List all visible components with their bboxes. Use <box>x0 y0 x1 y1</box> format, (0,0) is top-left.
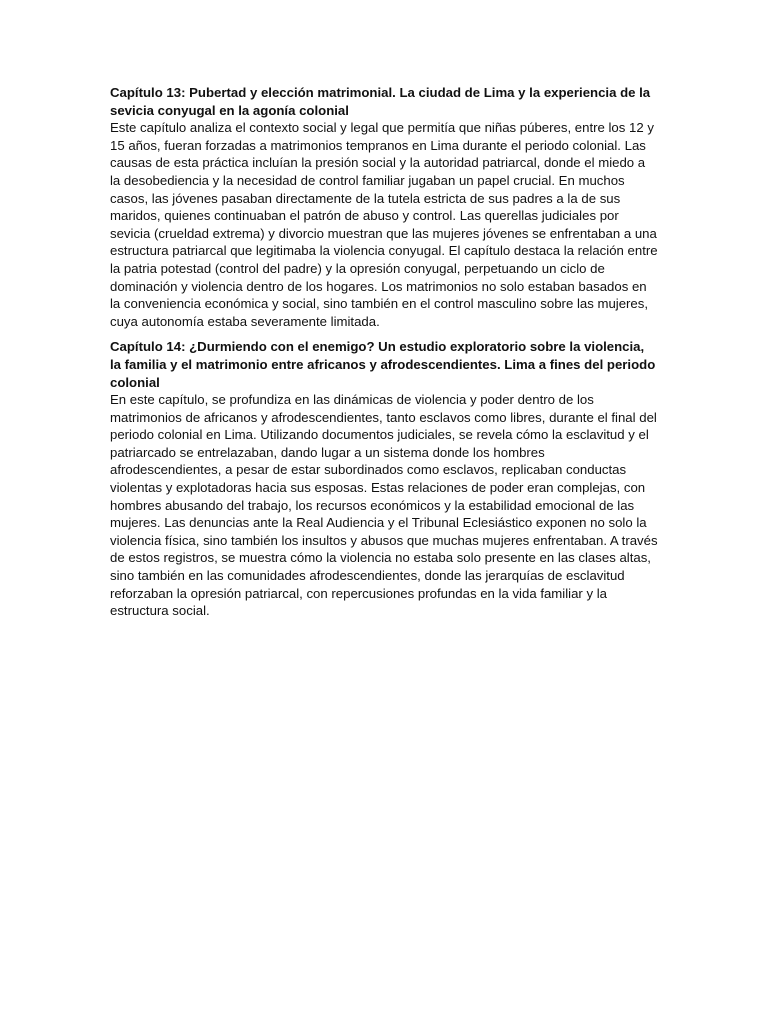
chapter-13-section <box>110 84 658 330</box>
chapter-14-section <box>110 338 658 620</box>
chapter-14-body: En este capítulo, se profundiza en las dinámicas de violencia y poder dentro de los matrimonios de africanos y afrodescendientes, tanto esclavos como libres, durante el final del periodo colonial en Lima. Utilizando documentos judiciales, se revela cómo la esclavitud y el patriarcado se entrelazaban, dando lugar a un sistema donde los hombres afrodescendientes, a pesar de estar subordinados como esclavos, replicaban conductas violentas y explotadoras hacia sus esposas. Estas relaciones de poder eran complejas, con hombres abusando del trabajo, los recursos económicos y la estabilidad emocional de las mujeres. Las denuncias ante la Real Audiencia y el Tribunal Eclesiástico exponen no solo la violencia física, sino también los insultos y abusos que muchas mujeres enfrentaban. A través de estos registros, se muestra cómo la violencia no estaba solo presente en las clases altas, sino también en las comunidades afrodescendientes, donde las jerarquías de esclavitud reforzaban la opresión patriarcal, con repercusiones profundas en la vida familiar y la estructura social. <box>110 392 658 619</box>
chapter-14-title: Capítulo 14: ¿Durmiendo con el enemigo? Un estudio exploratorio sobre la violencia, la familia y el matrimonio entre africanos y afrodescendientes. Lima a fines del periodo colonial <box>110 339 656 390</box>
chapter-13-body: Este capítulo analiza el contexto social y legal que permitía que niñas púberes, entre los 12 y 15 años, fueran forzadas a matrimonios tempranos en Lima durante el periodo colonial. Las causas de esta práctica incluían la presión social y la autoridad patriarcal, donde el miedo a la desobediencia y la necesidad de control familiar jugaban un papel crucial. En muchos casos, las jóvenes pasaban directamente de la tutela estricta de sus padres a la de sus maridos, quienes continuaban el patrón de abuso y control. Las querellas judiciales por sevicia (crueldad extrema) y divorcio muestran que las mujeres jóvenes se enfrentaban a una estructura patriarcal que legitimaba la violencia conyugal. El capítulo destaca la relación entre la patria potestad (control del padre) y la opresión conyugal, perpetuando un ciclo de dominación y violencia dentro de los hogares. Los matrimonios no solo estaban basados en la conveniencia económica y social, sino también en el control masculino sobre las mujeres, cuya autonomía estaba severamente limitada. <box>110 120 658 329</box>
chapter-13-title: Capítulo 13: Pubertad y elección matrimonial. La ciudad de Lima y la experiencia de la sevicia conyugal en la agonía colonial <box>110 85 651 118</box>
document-page <box>110 84 658 628</box>
